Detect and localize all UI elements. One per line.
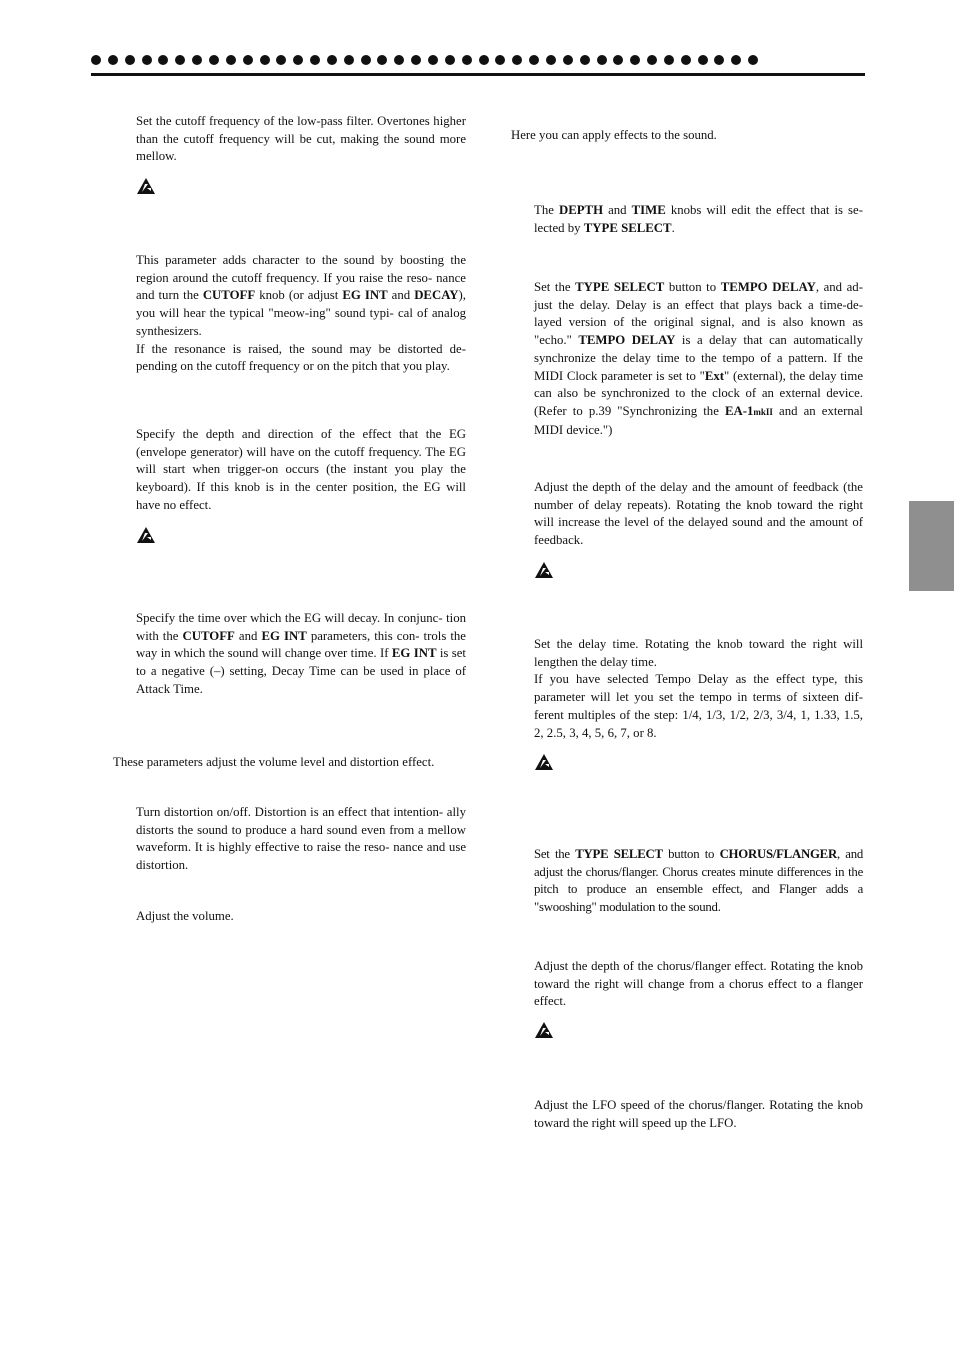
warning-icon: [534, 1021, 554, 1039]
delay-time-paragraph: Set the delay time. Rotating the knob toward the right will lengthen the delay time. If you have selected Tempo Delay as the effect type, this parameter will let you set the tempo in terms of sixteen dif- ferent multiples of the step: 1/4, 1/3, 1/2, 2/3, 3/4, 1, 1.33, 1.5, 2, 2.5, 3, 4, 5, 6, 7, or 8.: [534, 637, 863, 740]
header-dot: [630, 55, 640, 65]
header-rule: [91, 73, 865, 76]
header-dot: [344, 55, 354, 65]
resonance-paragraph: This parameter adds character to the sound by boosting the region around the cutoff frequency. If you raise the reso- nance and turn the CUTOFF knob (or adjust EG INT and DECAY), you will hear the typical "meow-ing" sound typi- cal of analog synthesizers. If the resonance is raised, the sound may be distorted de- pending on the cutoff frequency or on the pitch that you play.: [136, 253, 466, 374]
header-dot: [293, 55, 303, 65]
header-dot: [664, 55, 674, 65]
delay-depth-paragraph: Adjust the depth of the delay and the amount of feedback (the number of delay repeats). Rotating the knob toward the right will increase the level of the delayed sound and the amount of feedback.: [534, 480, 863, 548]
header-dot: [142, 55, 152, 65]
cutoff-paragraph: Set the cutoff frequency of the low-pass filter. Overtones higher than the cutoff frequency will be cut, making the sound more mellow.: [136, 114, 466, 164]
header-dot: [580, 55, 590, 65]
effect-knobs-paragraph: The DEPTH and TIME knobs will edit the effect that is se- lected by TYPE SELECT.: [534, 203, 863, 235]
header-dot: [731, 55, 741, 65]
header-dot: [192, 55, 202, 65]
chorus-flanger-paragraph: Set the TYPE SELECT button to CHORUS/FLANGER, and adjust the chorus/flanger. Chorus creates minute differences in the pitch to produce an ensemble effect, and Flanger adds a "swooshing" modulation to the sound.: [534, 847, 863, 915]
chorus-depth-paragraph: Adjust the depth of the chorus/flanger effect. Rotating the knob toward the right will change from a chorus effect to a flanger effect.: [534, 959, 863, 1009]
section-thumb-tab: [909, 501, 954, 591]
header-dot: [108, 55, 118, 65]
header-dot: [445, 55, 455, 65]
header-dot: [310, 55, 320, 65]
header-dot: [462, 55, 472, 65]
header-dot: [428, 55, 438, 65]
header-dot: [175, 55, 185, 65]
tempo-delay-paragraph: Set the TYPE SELECT button to TEMPO DELAY, and ad- just the delay. Delay is an effect that plays back a time-de- layed version of the original signal, and is also known as "echo." TEMPO DELAY is a delay that can automatically synchronize the delay time to the tempo of a pattern. If the MIDI Clock parameter is set to "Ext" (external), the delay time can also be synchronized to the clock of an external device. (Refer to p.39 "Synchronizing the EA-1mkII and an external MIDI device."): [534, 280, 863, 437]
warning-icon: [534, 753, 554, 771]
header-dot: [243, 55, 253, 65]
header-dot: [411, 55, 421, 65]
header-dot: [613, 55, 623, 65]
header-dot: [327, 55, 337, 65]
header-dot: [563, 55, 573, 65]
eg-int-paragraph: Specify the depth and direction of the effect that the EG (envelope generator) will have on the cutoff frequency. The EG will start when trigger-on occurs (the instant you play the keyboard). If this knob is in the center position, the EG will have no effect.: [136, 427, 466, 512]
warning-icon: [534, 561, 554, 579]
level-paragraph: Adjust the volume.: [136, 909, 234, 923]
header-dot: [158, 55, 168, 65]
warning-icon: [136, 526, 156, 544]
header-dot: [125, 55, 135, 65]
header-dot: [226, 55, 236, 65]
effect-intro-paragraph: Here you can apply effects to the sound.: [511, 128, 717, 142]
distortion-paragraph: Turn distortion on/off. Distortion is an effect that intention- ally distorts the sound to produce a hard sound even from a mellow waveform. It is highly effective to raise the reso- nance and use distortion.: [136, 805, 466, 873]
header-dot: [512, 55, 522, 65]
decay-paragraph: Specify the time over which the EG will decay. In conjunc- tion with the CUTOFF and EG INT parameters, this con- trols the way in which the sound will change over time. If EG INT is set to a negative (–) setting, Decay Time can be used in place of Attack Time.: [136, 611, 466, 696]
amp-intro-paragraph: These parameters adjust the volume level and distortion effect.: [113, 755, 435, 769]
header-dot: [529, 55, 539, 65]
header-dot: [260, 55, 270, 65]
header-dot: [394, 55, 404, 65]
header-dot: [91, 55, 101, 65]
warning-icon: [136, 177, 156, 195]
header-dot: [479, 55, 489, 65]
header-dot: [698, 55, 708, 65]
chorus-speed-paragraph: Adjust the LFO speed of the chorus/flanger. Rotating the knob toward the right will speed up the LFO.: [534, 1098, 863, 1130]
header-dot: [681, 55, 691, 65]
header-dot: [377, 55, 387, 65]
header-dot: [714, 55, 724, 65]
header-dot: [361, 55, 371, 65]
header-dot: [647, 55, 657, 65]
header-dot-row: [91, 55, 771, 67]
header-dot: [209, 55, 219, 65]
header-dot: [276, 55, 286, 65]
header-dot: [546, 55, 556, 65]
header-dot: [748, 55, 758, 65]
header-dot: [495, 55, 505, 65]
header-dot: [597, 55, 607, 65]
